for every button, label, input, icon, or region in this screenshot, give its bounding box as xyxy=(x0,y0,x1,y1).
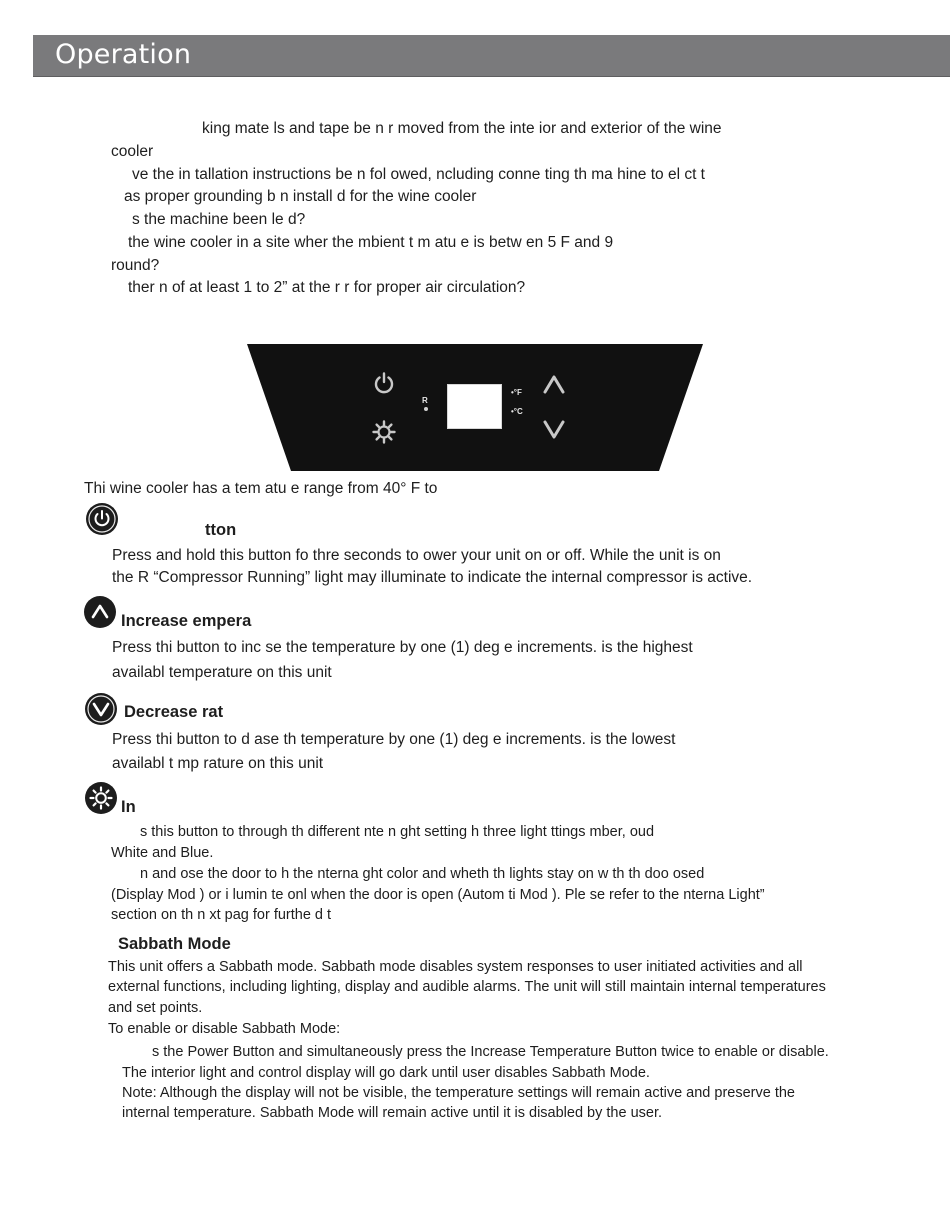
increase-temperature-text: availabl temperature on this unit xyxy=(112,664,332,681)
checklist-line: as proper grounding b n install d for the wine cooler xyxy=(124,188,477,205)
temperature-range-text: Thi wine cooler has a tem atu e range from 40° F to xyxy=(84,480,438,497)
checklist-line: round? xyxy=(111,257,160,274)
sabbath-mode-heading: Sabbath Mode xyxy=(118,935,231,953)
sabbath-mode-text: and set points. xyxy=(108,1000,203,1016)
power-button-icon xyxy=(86,503,118,535)
interior-light-heading: In xyxy=(121,798,136,816)
checklist-line: s the machine been le d? xyxy=(132,211,306,228)
sabbath-mode-text: external functions, including lighting, display and audible alarms. The unit will still maintain internal temperatures xyxy=(108,979,826,995)
interior-light-text: section on th n xt pag for furthe d t xyxy=(111,907,332,923)
decrease-temperature-text: Press thi button to d ase th temperature by one (1) deg e increments. is the lowest xyxy=(112,731,676,748)
checklist-line: the wine cooler in a site wher the mbient t m atu e is betw en 5 F and 9 xyxy=(128,234,614,251)
page-title: Operation xyxy=(55,39,192,70)
decrease-temperature-text: availabl t mp rature on this unit xyxy=(112,755,324,772)
sabbath-mode-step: internal temperature. Sabbath Mode will remain active until it is disabled by the user. xyxy=(122,1105,663,1121)
sabbath-mode-step: The interior light and control display will go dark until user disables Sabbath Mode. xyxy=(122,1065,650,1081)
checklist-line: ve the in tallation instructions be n fol owed, ncluding conne ting th ma hine to el ct t xyxy=(132,166,705,183)
power-button-heading: tton xyxy=(205,521,237,539)
down-arrow-icon xyxy=(542,419,566,441)
increase-temperature-heading: Increase empera xyxy=(121,612,252,630)
compressor-indicator-dot xyxy=(424,407,428,411)
control-panel-illustration xyxy=(247,344,703,471)
sabbath-mode-text: To enable or disable Sabbath Mode: xyxy=(108,1021,341,1037)
decrease-temperature-heading: Decrease rat xyxy=(124,703,224,721)
increase-temperature-text: Press thi button to inc se the temperature by one (1) deg e increments. is the highest xyxy=(112,639,693,656)
interior-light-text: White and Blue. xyxy=(111,845,214,861)
power-button-text: the R “Compressor Running” light may illuminate to indicate the internal compressor is active. xyxy=(112,569,753,586)
interior-light-button-icon xyxy=(85,782,117,814)
fahrenheit-indicator: •°F xyxy=(511,388,522,397)
light-icon xyxy=(372,420,396,444)
checklist-line: king mate ls and tape be n r moved from the inte ior and exterior of the wine xyxy=(202,120,722,137)
up-arrow-icon xyxy=(542,373,566,395)
interior-light-text: n and ose the door to h the nterna ght color and wheth th lights stay on w th th doo osed xyxy=(140,866,705,882)
decrease-button-icon xyxy=(85,693,117,725)
checklist-line: ther n of at least 1 to 2” at the r r for proper air circulation? xyxy=(128,279,526,296)
sabbath-mode-step: Note: Although the display will not be visible, the temperature settings will remain active and preserve the xyxy=(122,1085,795,1101)
power-button-text: Press and hold this button fo thre seconds to ower your unit on or off. While the unit is on xyxy=(112,547,721,564)
checklist-line: cooler xyxy=(111,143,154,160)
sabbath-mode-text: This unit offers a Sabbath mode. Sabbath mode disables system responses to user initiated activities and all xyxy=(108,959,803,975)
interior-light-text: s this button to through th different nte n ght setting h three light ttings mber, oud xyxy=(140,824,655,840)
sabbath-mode-step: s the Power Button and simultaneously press the Increase Temperature Button twice to enable or disable. xyxy=(152,1044,829,1060)
increase-button-icon xyxy=(84,596,116,628)
temperature-display xyxy=(447,384,502,429)
interior-light-text: (Display Mod ) or i lumin te onl when the door is open (Autom ti Mod ). Ple se refer to the nterna Light” xyxy=(111,887,765,903)
power-icon xyxy=(372,371,396,395)
section-header-bar xyxy=(33,35,950,77)
compressor-indicator-label: R xyxy=(422,396,428,405)
celsius-indicator: •°C xyxy=(511,407,523,416)
